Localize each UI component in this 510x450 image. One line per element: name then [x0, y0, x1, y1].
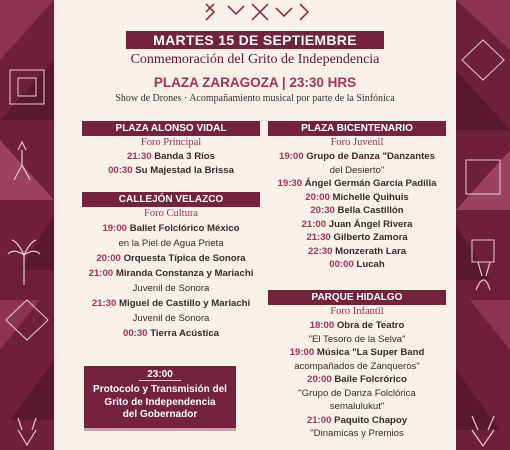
section-title: PLAZA ALONSO VIDAL	[82, 121, 260, 136]
list-item: 19:30 Ángel Germán García Padilla	[277, 178, 437, 189]
list-item: 21:30 Gilberto Zamora	[306, 232, 408, 243]
section-alonso-vidal	[82, 121, 260, 177]
section-title: PLAZA BICENTENARIO	[268, 121, 446, 136]
section-parque-hidalgo	[268, 290, 446, 441]
protocol-time: 23:00	[139, 369, 181, 381]
list-item: 21:00 Miranda Constanza y Mariachi	[88, 268, 254, 279]
top-ornament	[202, 0, 312, 24]
list-item: 00:00 Lucah	[329, 259, 385, 270]
forum-label: Foro Cultura	[144, 208, 198, 219]
list-item-cont: Juvenil de Sonora	[132, 283, 210, 294]
list-item: 00:30 Su Majestad la Brissa	[108, 164, 234, 176]
section-plaza-bicentenario	[268, 121, 446, 272]
section-callejon-velazco	[82, 192, 260, 341]
program-sheet	[54, 0, 456, 450]
list-item: 19:00 Ballet Folclórico México	[102, 223, 240, 234]
list-item: 21:00 Juan Ángel Rivera	[301, 218, 413, 230]
protocol-box	[84, 366, 236, 431]
list-item: 20:00 Baile Folcrórico	[307, 374, 407, 385]
list-item-cont: en la Piel de Agua Prieta	[118, 238, 224, 249]
date-banner: MARTES 15 DE SEPTIEMBRE	[126, 31, 384, 49]
list-item: 19:00 Música "La Super Band	[289, 347, 425, 358]
list-item-cont: semalulukut"	[329, 401, 385, 412]
list-item: 20:00 Orquesta Típica de Sonora	[96, 253, 246, 264]
list-item: 20:00 Michelle Quihuis	[305, 191, 409, 203]
list-item-cont: "Dinamicas y Premios	[310, 428, 404, 439]
section-title: PARQUE HIDALGO	[268, 290, 446, 305]
list-item-cont: acompañados de Zanqueros"	[294, 360, 420, 372]
forum-label: Foro Juvenil	[330, 137, 384, 148]
list-item: 19:00 Grupo de Danza "Danzantes	[279, 151, 435, 162]
forum-label: Foro Infantil	[330, 306, 384, 317]
list-item-cont: Juvenil de Sonora	[132, 313, 210, 324]
left-border-pattern	[0, 0, 54, 450]
list-item: 21:30 Banda 3 Ríos	[127, 151, 215, 162]
list-item: 22:30 Monzerath Lara	[307, 245, 407, 257]
list-item: 20:30 Bella Castillón	[310, 205, 404, 216]
list-item-cont: "Grupo de Danza Folclórica	[298, 387, 416, 399]
show-description: Show de Drones · Acompañamiento musical por parte de la Sinfónica	[115, 93, 395, 104]
list-item: 21:00 Paquito Chapoy	[306, 414, 408, 426]
section-title: CALLEJÓN VELAZCO	[82, 192, 260, 207]
right-border-pattern	[456, 0, 510, 450]
list-item-cont: "El Tesoro de la Selva"	[308, 333, 406, 345]
event-subtitle: Conmemoración del Grito de Independencia	[130, 52, 380, 67]
list-item: 21:30 Miguel de Castillo y Mariachi	[91, 298, 251, 309]
protocol-description: Protocolo y Transmisión del Grito de Independencia del Gobernador	[93, 384, 227, 420]
list-item: 00:30 Tierra Acústica	[122, 328, 219, 339]
list-item: 18:00 Obra de Teatro	[309, 320, 405, 331]
forum-label: Foro Principal	[140, 137, 202, 148]
list-item-cont: del Desierto"	[329, 164, 385, 176]
main-venue: PLAZA ZARAGOZA | 23:30 HRS	[153, 75, 357, 90]
